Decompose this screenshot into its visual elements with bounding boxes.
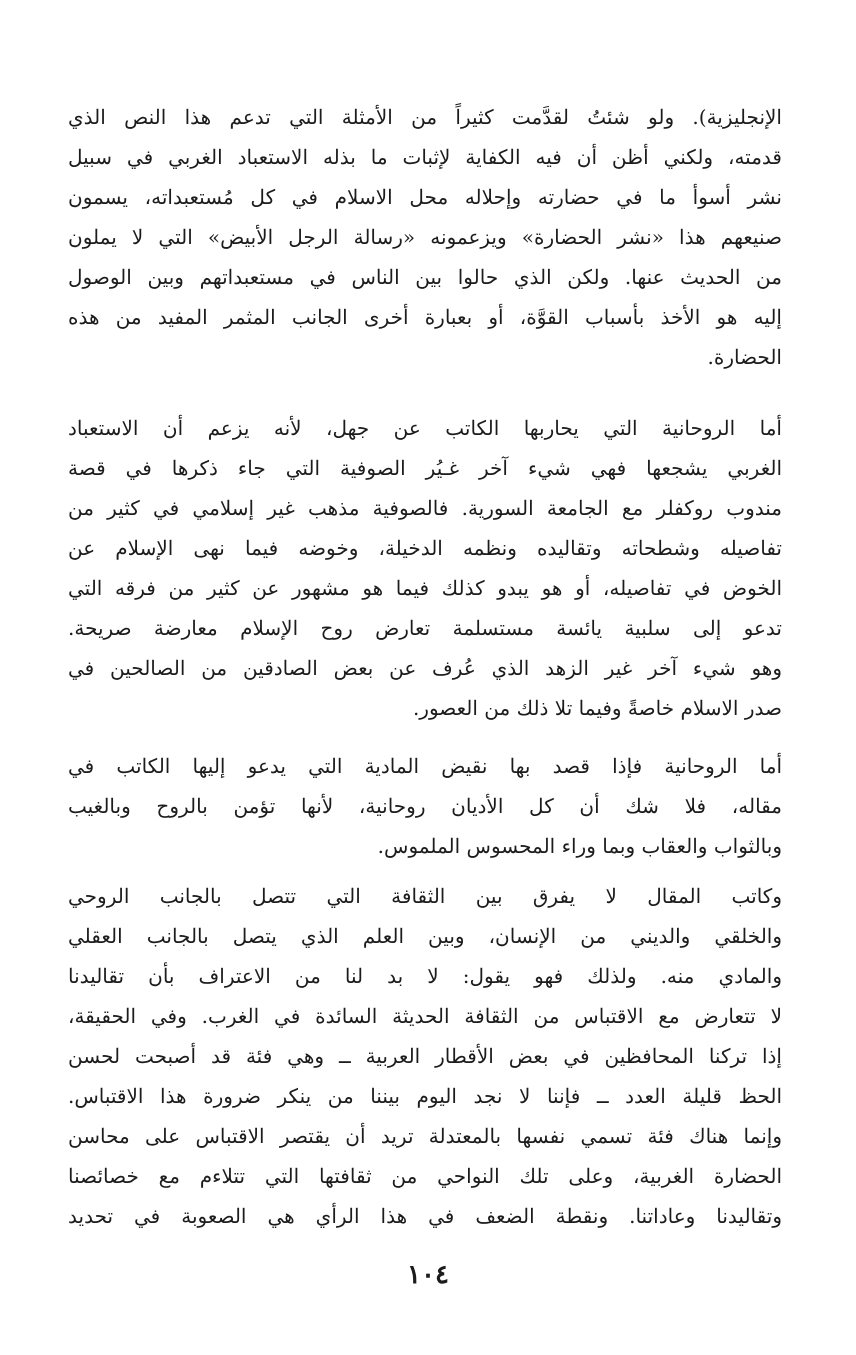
text-line: صدر الاسلام خاصةً وفيما تلا ذلك من العصور. bbox=[412, 696, 782, 720]
text-line: مندوب روكفلر مع الجامعة السورية. فالصوفية مذهب غير إسلامي في كثير من bbox=[68, 496, 782, 520]
text-line: أما الروحانية فإذا قصد بها نقيض المادية التي يدعو إليها الكاتب في bbox=[68, 754, 782, 778]
text-line: قدمته، ولكني أظن أن فيه الكفاية لإثبات ما بذله الاستعباد الغربي في سبيل bbox=[68, 145, 782, 169]
text-line: الحضارة. bbox=[707, 345, 782, 369]
text-line: تدعو إلى سلبية يائسة مستسلمة تعارض روح الإسلام معارضة صريحة. bbox=[68, 616, 782, 640]
text-line: إليه هو الأخذ بأسباب القوَّة، أو بعبارة أخرى الجانب المثمر المفيد من هذه bbox=[68, 305, 782, 329]
text-line: لا تتعارض مع الاقتباس من الثقافة الحديثة السائدة في الغرب. وفي الحقيقة، bbox=[68, 1004, 782, 1028]
text-line: وتقاليدنا وعاداتنا. ونقطة الضعف في هذا الرأي هي الصعوبة في تحديد bbox=[68, 1204, 782, 1228]
paragraph-2 bbox=[68, 408, 782, 728]
text-line: صنيعهم هذا «نشر الحضارة» ويزعمونه «رسالة الرجل الأبيض» التي لا يملون bbox=[68, 225, 782, 249]
paragraph-3 bbox=[68, 746, 782, 866]
text-line: الغربي يشجعها فهي شيء آخر غـيُر الصوفية التي جاء ذكرها في قصة bbox=[68, 456, 782, 480]
text-line: وبالثواب والعقاب وبما وراء المحسوس الملموس. bbox=[377, 834, 782, 858]
text-line: الخوض في تفاصيله، أو هو يبدو كذلك فيما هو مشهور عن كثير من فرقه التي bbox=[68, 576, 782, 600]
text-line: إذا تركنا المحافظين في بعض الأقطار العربية ــ وهي فئة قد أصبحت لحسن bbox=[68, 1044, 782, 1068]
text-line: أما الروحانية التي يحاربها الكاتب عن جهل، لأنه يزعم أن الاستعباد bbox=[68, 416, 782, 440]
paragraph-1 bbox=[68, 97, 782, 377]
page-number: ١٠٤ bbox=[407, 1260, 449, 1290]
text-line: مقاله، فلا شك أن كل الأديان روحانية، لأنها تؤمن بالروح وبالغيب bbox=[68, 794, 782, 818]
text-line: وكاتب المقال لا يفرق بين الثقافة التي تتصل بالجانب الروحي bbox=[68, 884, 782, 908]
text-line: وإنما هناك فئة تسمي نفسها بالمعتدلة تريد أن يقتصر الاقتباس على محاسن bbox=[68, 1124, 782, 1148]
paragraph-4 bbox=[68, 876, 782, 1236]
text-line: تفاصيله وشطحاته وتقاليده ونظمه الدخيلة، وخوضه فيما نهى الإسلام عن bbox=[68, 536, 782, 560]
text-line: من الحديث عنها. ولكن الذي حالوا بين الناس في مستعبداتهم وبين الوصول bbox=[68, 265, 782, 289]
text-line: الحضارة الغربية، وعلى تلك النواحي من ثقافتها التي تتلاءم مع خصائصنا bbox=[68, 1164, 782, 1188]
text-line: نشر أسوأ ما في حضارته وإحلاله محل الاسلام في كل مُستعبداته، يسمون bbox=[68, 185, 782, 209]
text-line: الحظ قليلة العدد ــ فإننا لا نجد اليوم بيننا من ينكر ضرورة هذا الاقتباس. bbox=[68, 1084, 782, 1108]
text-line: والخلقي والديني من الإنسان، وبين العلم الذي يتصل بالجانب العقلي bbox=[68, 924, 782, 948]
text-line: الإنجليزية). ولو شئتُ لقدَّمت كثيراً من الأمثلة التي تدعم هذا النص الذي bbox=[68, 105, 782, 129]
text-line: والمادي منه. ولذلك فهو يقول: لا بد لنا من الاعتراف بأن تقاليدنا bbox=[68, 964, 782, 988]
text-line: وهو شيء آخر غير الزهد الذي عُرف عن بعض الصادقين من الصالحين في bbox=[68, 656, 782, 680]
